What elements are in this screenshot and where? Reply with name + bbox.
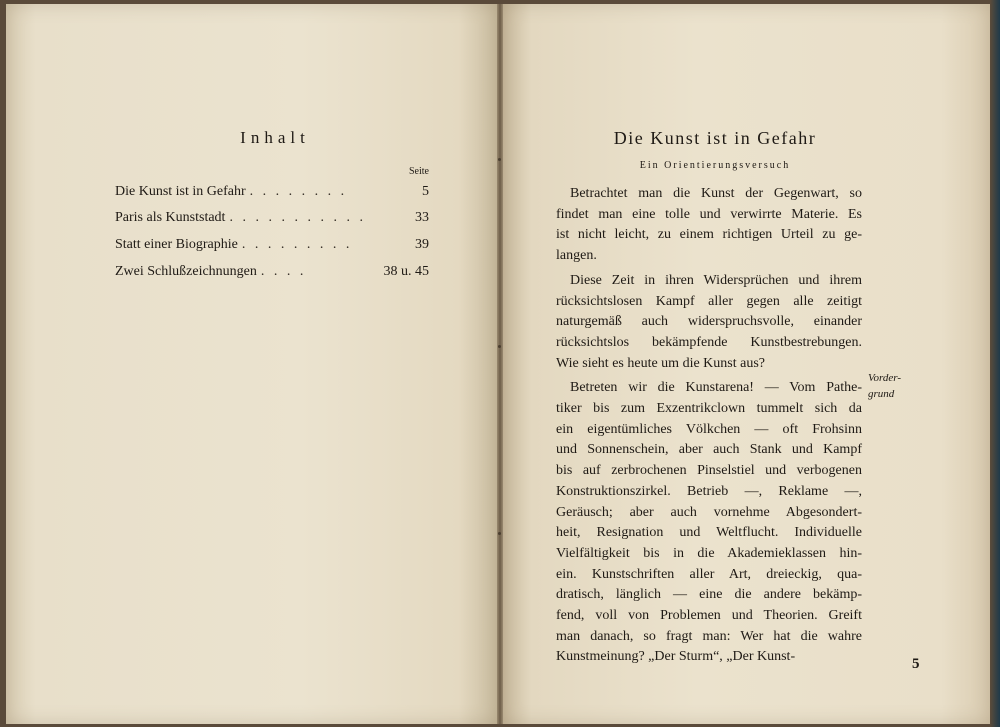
page-number: 5 xyxy=(912,656,920,672)
toc-entry-title: Paris als Kunststadt xyxy=(115,210,226,225)
toc-entry xyxy=(115,264,429,284)
text-line: langen. xyxy=(556,248,597,264)
text-line: Konstruktionszirkel. Betrieb —, Reklame —, xyxy=(556,483,862,499)
toc-entry-page: 5 xyxy=(422,184,429,199)
toc-entry-dots: . . . . . . . . . xyxy=(241,237,353,252)
text-line: rücksichtslosen Kampf aller gegen alle zeitigt xyxy=(556,293,862,309)
chapter-title: Die Kunst ist in Gefahr xyxy=(613,128,817,148)
toc-entry-page: 38 u. 45 xyxy=(383,264,429,279)
text-line: fend, voll von Problemen und Theorien. Greift xyxy=(556,608,862,624)
text-line: findet man eine tolle und verwirrte Materie. Es xyxy=(556,206,862,222)
paragraph xyxy=(556,184,862,267)
toc-entry xyxy=(115,184,429,204)
text-line: naturgemäß auch widerspruchsvolle, einander xyxy=(556,314,862,330)
toc-entry-dots: . . . . . . . . . . . xyxy=(229,210,366,225)
toc-entry-page: 39 xyxy=(415,237,429,252)
text-line: heit, Resignation und Weltflucht. Individuelle xyxy=(556,525,862,541)
toc-heading: Inhalt xyxy=(240,128,310,147)
text-line: bis auf zerbrochenen Pinselstiel und verbogenen xyxy=(556,463,862,479)
text-line: Vielfältigkeit bis in die Akademieklassen hin- xyxy=(556,545,862,561)
toc-entry-title: Die Kunst ist in Gefahr xyxy=(115,184,246,199)
body-text xyxy=(556,184,862,668)
left-page xyxy=(6,4,498,724)
toc-entry-title: Statt einer Biographie xyxy=(115,237,238,252)
toc-entry xyxy=(115,210,429,230)
toc-entry-dots: . . . . xyxy=(260,264,307,279)
text-line: Geräusch; aber auch vornehme Abgesondert- xyxy=(556,504,862,520)
toc-entry-page: 33 xyxy=(415,210,429,225)
text-line: rücksichtslos bekämpfende Kunstbestrebungen. xyxy=(556,334,862,350)
text-line: Diese Zeit in ihren Widersprüchen und ihrem xyxy=(570,272,862,288)
text-line: und Sonnenschein, aber auch Stank und Kampf xyxy=(556,442,862,458)
text-line: Betrachtet man die Kunst der Gegenwart, so xyxy=(570,186,862,201)
binding-stitch xyxy=(498,345,501,348)
text-line: dratisch, länglich — eine die andere bekämp- xyxy=(556,587,862,603)
binding-stitch xyxy=(498,532,501,535)
toc-entry-dots: . . . . . . . . xyxy=(249,184,348,199)
paragraph xyxy=(556,271,862,375)
text-line: man danach, so fragt man: Wer hat die wahre xyxy=(556,628,862,644)
margin-note: Vorder- grund xyxy=(868,372,901,400)
paragraph xyxy=(556,378,862,668)
toc-entry xyxy=(115,237,429,257)
binding-stitch xyxy=(498,158,501,161)
text-line: Betreten wir die Kunstarena! — Vom Pathe- xyxy=(570,380,862,396)
toc-seite-label: Seite xyxy=(409,166,429,177)
text-line: ein. Kunstschriften aller Art, dreieckig, qua- xyxy=(556,566,862,582)
text-line: ein eigentümliches Völkchen — oft Frohsinn xyxy=(556,421,862,437)
text-line: Kunstmeinung? „Der Sturm“, „Der Kunst- xyxy=(556,649,796,665)
book-gutter xyxy=(497,4,503,724)
text-line: tiker bis zum Exzentrikclown tummelt sich da xyxy=(556,401,862,417)
text-line: Wie sieht es heute um die Kunst aus? xyxy=(556,355,765,371)
text-line: ist nicht leicht, zu einem richtigen Urteil zu ge- xyxy=(556,227,862,243)
chapter-subtitle: Ein Orientierungsversuch xyxy=(639,160,791,171)
book-cover-edge xyxy=(990,0,1000,727)
toc-entry-title: Zwei Schlußzeichnungen xyxy=(115,264,257,279)
